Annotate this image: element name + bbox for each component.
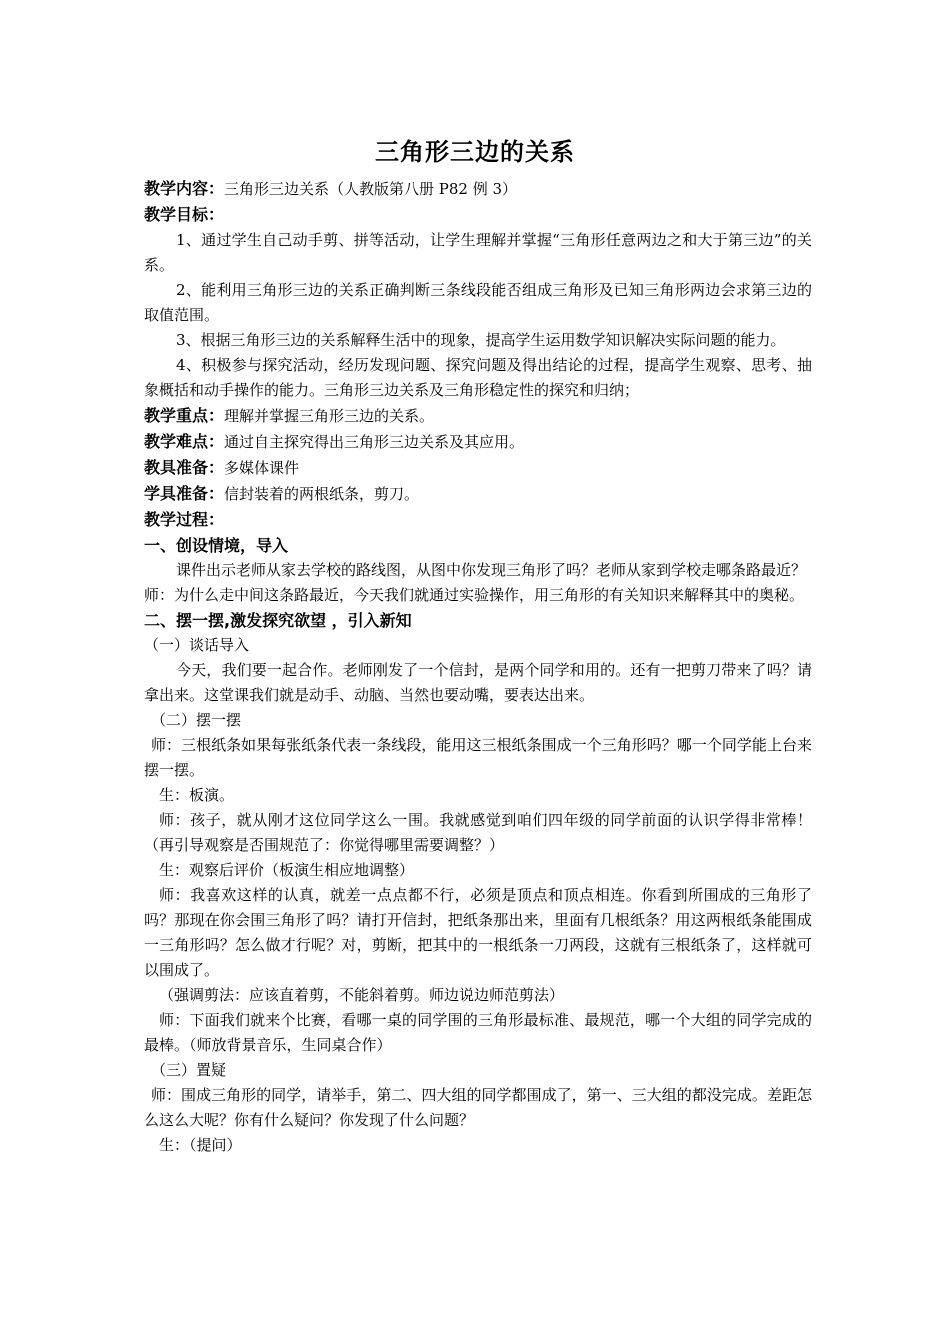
document-title: 三角形三边的关系 xyxy=(375,138,575,166)
teacher-tools-text: 多媒体课件 xyxy=(224,459,300,477)
subsection-1-heading: （一）谈话导入 xyxy=(144,636,250,654)
process-label: 教学过程： xyxy=(144,510,225,529)
subsection-3-heading: （三）置疑 xyxy=(151,1061,227,1079)
teacher-tools-label: 教具准备： xyxy=(144,458,225,477)
teacher-tools xyxy=(144,455,812,481)
objective-3: 3、根据三角形三边的关系解释生活中的现象，提高学生运用数学知识解决实际问题的能力。 xyxy=(176,331,786,349)
student-tools-text: 信封装着的两根纸条，剪刀。 xyxy=(224,485,420,503)
teaching-content-label: 教学内容： xyxy=(144,179,225,198)
teaching-content xyxy=(144,176,812,202)
subsection-2-paragraph-1: 师：三根纸条如果每张纸条代表一条线段，能用这三根纸条围成一个三角形吗？哪一个同学能上台来摆一摆。 xyxy=(144,736,812,779)
process-heading xyxy=(144,507,812,533)
key-point xyxy=(144,403,812,429)
section-1-paragraph-1: 课件出示老师从家去学校的路线图，从图中你发现三角形了吗？老师从家到学校走哪条路最近？ xyxy=(176,561,807,579)
key-point-label: 教学重点： xyxy=(144,406,225,425)
objective-4: 4、积极参与探究活动，经历发现问题、探究问题及得出结论的过程，提高学生观察、思考、抽象概括和动手操作的能力。三角形三边关系及三角形稳定性的探究和归纳； xyxy=(144,356,812,399)
subsection-2-heading: （二）摆一摆 xyxy=(151,711,242,729)
document-body xyxy=(144,176,812,1158)
objectives-label: 教学目标： xyxy=(144,205,225,224)
objectives-heading xyxy=(144,202,812,228)
teaching-content-text: 三角形三边关系（人教版第八册 P82 例 3） xyxy=(224,180,518,198)
subsection-2-paragraph-7: 师：下面我们就来个比赛，看哪一桌的同学围的三角形最标准、最规范，哪一个大组的同学完成的最棒。（师放背景音乐，生同桌合作） xyxy=(144,1011,812,1054)
subsection-2-paragraph-4: 生：观察后评价（板演生相应地调整） xyxy=(159,861,415,879)
subsection-1-paragraph: 今天，我们要一起合作。老师刚发了一个信封，是两个同学和用的。还有一把剪刀带来了吗？请拿出来。这堂课我们就是动手、动脑、当然也要动嘴，要表达出来。 xyxy=(144,661,812,704)
difficulty-label: 教学难点： xyxy=(144,432,225,451)
subsection-2-paragraph-3: 师：孩子，就从刚才这位同学这么一围。我就感觉到咱们四年级的同学前面的认识学得非常棒！（再引导观察是否围规范了：你觉得哪里需要调整？） xyxy=(144,811,812,854)
subsection-2-paragraph-2: 生：板演。 xyxy=(159,786,235,804)
section-1-paragraph-2: 师：为什么走中间这条路最近，今天我们就通过实验操作，用三角形的有关知识来解释其中的奥秘。 xyxy=(144,586,805,604)
objective-1: 1、通过学生自己动手剪、拼等活动，让学生理解并掌握“三角形任意两边之和大于第三边”的关系。 xyxy=(144,231,812,274)
subsection-2-paragraph-5: 师：我喜欢这样的认真，就差一点点都不行，必须是顶点和顶点相连。你看到所围成的三角形了吗？那现在你会围三角形了吗？请打开信封，把纸条那出来，里面有几根纸条？用这两根纸条能围成一三角形吗？怎么做才行呢？对，剪断，把其中的一根纸条一刀两段，这就有三根纸条了，这样就可以围成了。 xyxy=(144,886,812,979)
difficulty xyxy=(144,429,812,455)
student-tools xyxy=(144,481,812,507)
section-2-heading: 二、摆一摆,激发探究欲望 ，引入新知 xyxy=(144,611,412,630)
key-point-text: 理解并掌握三角形三边的关系。 xyxy=(224,407,435,425)
objective-2: 2、能利用三角形三边的关系正确判断三条线段能否组成三角形及已知三角形两边会求第三边的取值范围。 xyxy=(144,281,812,324)
difficulty-text: 通过自主探究得出三角形三边关系及其应用。 xyxy=(224,433,525,451)
subsection-3-paragraph-2: 生：（提问） xyxy=(159,1136,242,1154)
section-1-heading: 一、创设情境，导入 xyxy=(144,536,289,555)
subsection-3-paragraph-1: 师：围成三角形的同学，请举手，第二、四大组的同学都围成了，第一、三大组的都没完成。差距怎么这么大呢？你有什么疑问？你发现了什么问题？ xyxy=(144,1086,812,1129)
subsection-2-paragraph-6: （强调剪法：应该直着剪，不能斜着剪。师边说边师范剪法） xyxy=(159,986,565,1004)
student-tools-label: 学具准备： xyxy=(144,484,225,503)
